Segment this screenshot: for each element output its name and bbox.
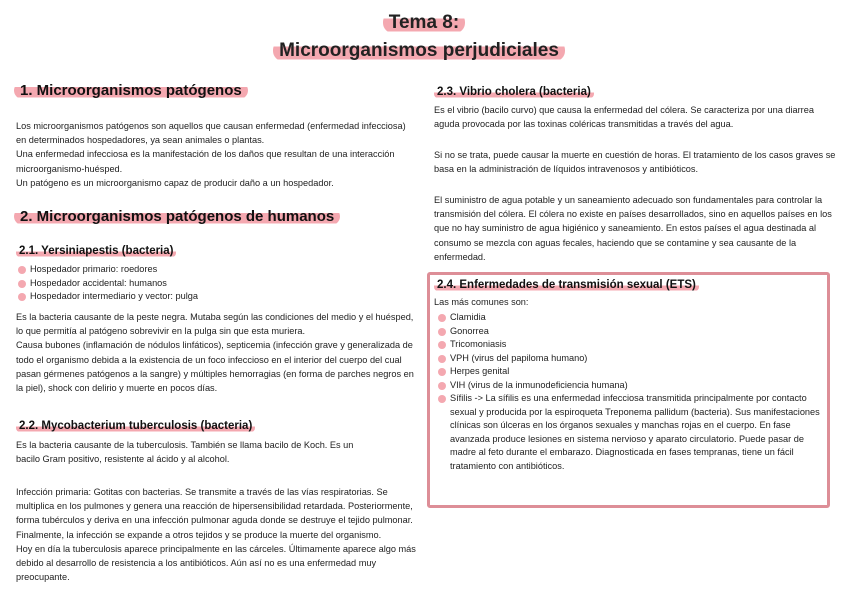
section23-heading: 2.3. Vibrio cholera (bacteria) <box>434 86 594 98</box>
list-item: Hospedador intermediario y vector: pulga <box>16 290 416 304</box>
list-item: VIH (virus de la inmunodeficiencia humana) <box>436 379 820 393</box>
section21-bullets <box>16 263 416 304</box>
section24-intro: Las más comunes son: <box>434 297 529 307</box>
list-item: Sífilis -> La sífilis es una enfermedad infecciosa transmitida principalmente por contacto sexual y producida por la espiroqueta Treponema pallidum (bacteria). Sus manifestaciones clínicas son úlceras en los órganos sexuales y manchas rojas en el cuerpo. En fase avanzada produce lesiones en sistema nervioso y aparato circulatorio. Puede pasar de madre al feto durante el embarazo. Diagnosticada en fases tempranas, tiene un fácil tratamiento con antibióticos. <box>436 392 820 473</box>
list-item: Herpes genital <box>436 365 820 379</box>
section23-text-1: Es el vibrio (bacilo curvo) que causa la enfermedad del cólera. Se caracteriza por una diarrea aguda provocada por las toxinas coléricas transmitidas a través del agua. <box>434 105 814 130</box>
section22-text-1: Es la bacteria causante de la tuberculosis. También se llama bacilo de Koch. Es un bacilo Gram positivo, resistente al ácido y al alcohol. <box>16 440 354 465</box>
section24-list <box>436 311 820 473</box>
section23-text-2: Si no se trata, puede causar la muerte en cuestión de horas. El tratamiento de los casos graves se basa en la administración de líquidos intravenosos y antibióticos. <box>434 150 836 175</box>
section22-text-2: Infección primaria: Gotitas con bacterias. Se transmite a través de las vías respiratorias. Se multiplica en los pulmones y genera una reacción de hipersensibilidad retardada. Posteriormente, forma tubérculos y deriva en una infección pulmonar aguda donde se destruye el tejido pulmonar. Finalmente, la infección se expande a otros tejidos y se produce la muerte del organismo. Hoy en día la tuberculosis aparece principalmente en las cárceles. Últimamente aparece algo más debido al desarrollo de resistencia a los antibióticos. Aún así no es una enfermedad muy preocupante. <box>16 487 416 583</box>
section1-text: Los microorganismos patógenos son aquellos que causan enfermedad (enfermedad infecciosa) en determinados hospedadores, ya sean animales o plantas. Una enfermedad infecciosa es la manifestación de los daños que resultan de una interacción microorganismo-huésped. Un patógeno es un microorganismo capaz de producir daño a un hospedador. <box>16 121 406 188</box>
section21-text: Es la bacteria causante de la peste negra. Mutaba según las condiciones del medio y el huésped, lo que permitía al patógeno sobrevivir en la pulga sin que esta muriera. Causa bubones (inflamación de nódulos linfáticos), septicemia (infección grave y generalizada de todo el organismo debida a la existencia de un foco infeccioso en el interior del cuerpo del cual pasan gérmenes patógenos a la sangre) y múltiples hemorragias (en forma de parches negros en la piel), shock con delirio y muerte en pocos días. <box>16 312 414 394</box>
section23-text-3: El suministro de agua potable y un saneamiento adecuado son fundamentales para controlar la transmisión del cólera. El cólera no existe en países desarrollados, sino en aquellos países en los que no hay suministro de agua higiénico y saneamiento. En estos países el agua destinada al consumo se mezcla con aguas fecales, haciendo que se contamine y sea causante de la enfermedad. <box>434 195 832 262</box>
page-title-line1: Tema 8: <box>0 12 848 34</box>
list-item: Clamidia <box>436 311 820 325</box>
section24-heading: 2.4. Enfermedades de transmisión sexual (ETS) <box>434 279 699 291</box>
list-item: Gonorrea <box>436 325 820 339</box>
list-item: Hospedador primario: roedores <box>16 263 416 277</box>
section21-heading: 2.1. Yersiniapestis (bacteria) <box>16 245 176 257</box>
section1-heading: 1. Microorganismos patógenos <box>14 82 248 99</box>
list-item: Hospedador accidental: humanos <box>16 277 416 291</box>
list-item: VPH (virus del papiloma humano) <box>436 352 820 366</box>
page-title-line2: Microorganismos perjudiciales <box>0 40 838 62</box>
section22-heading: 2.2. Mycobacterium tuberculosis (bacteria) <box>16 420 255 432</box>
list-item: Tricomoniasis <box>436 338 820 352</box>
section2-heading: 2. Microorganismos patógenos de humanos <box>14 208 340 225</box>
